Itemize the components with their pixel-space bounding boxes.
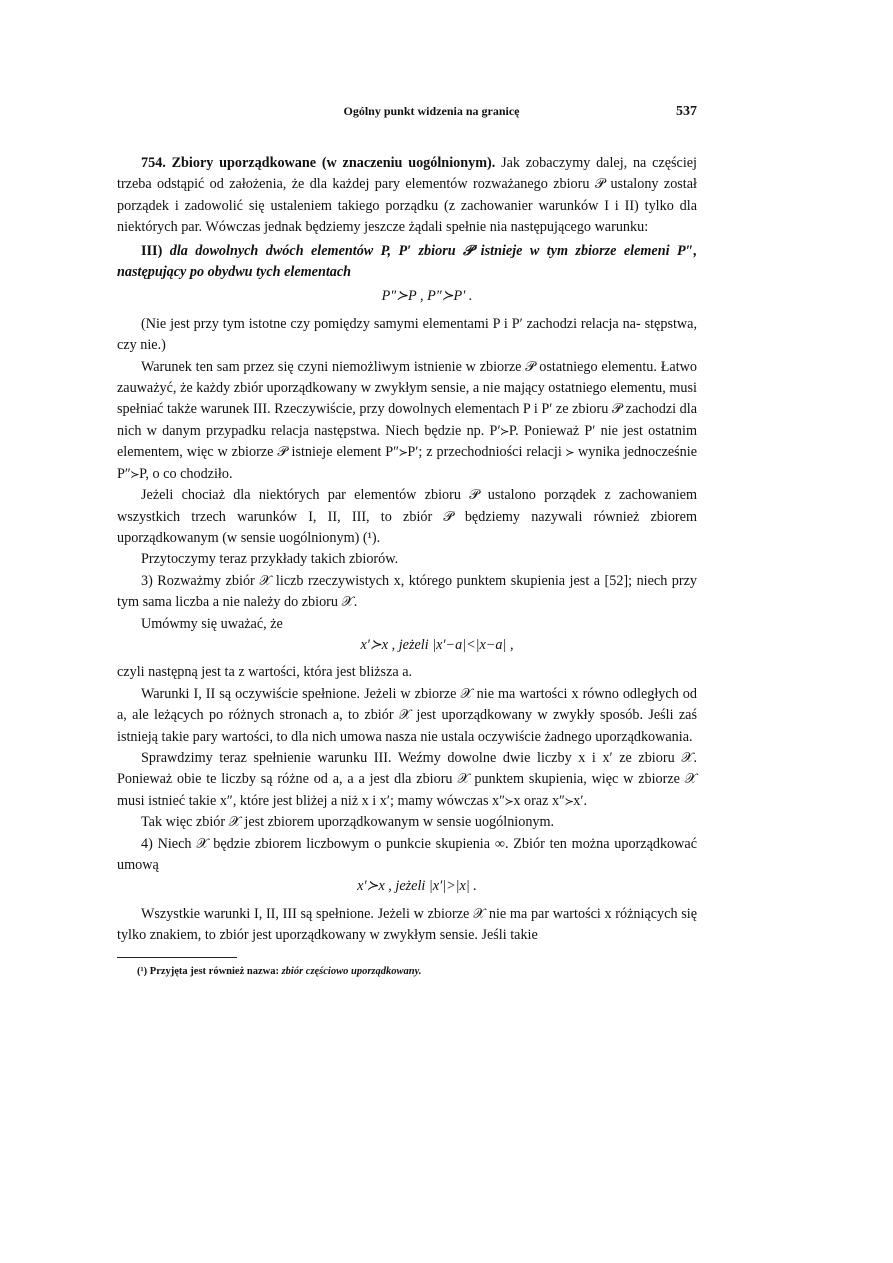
condition-label: III)	[141, 242, 163, 259]
condition-text: dla dowolnych dwóch elementów P, P′ zbioru 𝒫 istnieje w tym zbiorze elemeni P″, następujący po obydwu tych elementach	[117, 242, 697, 281]
footnote-mark: (¹)	[137, 965, 148, 977]
paragraph-13: Wszystkie warunki I, II, III są spełnione. Jeżeli w zbiorze 𝒳 nie ma par wartości x różniących się tylko znakiem, to zbiór jest uporządkowany w zwykłym sensie. Jeśli takie	[117, 905, 697, 944]
paragraph-5: Przytoczymy teraz przykłady takich zbiorów.	[141, 551, 399, 568]
formula-1	[117, 286, 697, 307]
condition-iii	[117, 241, 697, 284]
paragraph-2: (Nie jest przy tym istotne czy pomiędzy samymi elementami P i P′ zachodzi relacja na- stępstwa, czy nie.)	[117, 315, 697, 354]
formula-text: x′≻x , jeżeli |x′|>|x| .	[357, 878, 477, 895]
paragraph-4: Jeżeli chociaż dla niektórych par elementów zbioru 𝒫 ustalono porządek z zachowaniem wszystkich trzech warunków I, II, III, to zbiór 𝒫 będziemy nazywali również zbiorem uporządkowanym (w sensie uogólnionym) (¹).	[117, 487, 697, 546]
paragraph-3: Warunek ten sam przez się czyni niemożliwym istnienie w zbiorze 𝒫 ostatniego elementu. Łatwo zauważyć, że każdy zbiór uporządkowany w zwykłym sensie, a nie mający ostatniego elementu, musi spełniać także warunek III. Rzeczywiście, przy dowolnych elementach P i P′ ze zbioru 𝒫 zachodzi dla nich w danym przypadku relacja następstwa. Niech będzie np. P′≻P. Ponieważ P′ nie jest ostatnim elementem, więc w zbiorze 𝒫 istnieje element P″≻P′; z przechodniości relacji ≻ wynika jednocześnie P″≻P, o co chodziło.	[117, 358, 697, 482]
footnote-text: Przyjęta jest również nazwa:	[149, 965, 279, 977]
paragraph-text: Jak zobaczymy dalej, na częściej trzeba odstąpić od założenia, że dla każdej pary elementów rozważanego zbioru 𝒫 ustalony został porządek i zadowolić się ustaleniem takiego porządku (z zachowanier warunków I i II) tylko dla niektórych par. Wówczas jednak będziemy jeszcze żądali spełnie nia następującego warunku:	[117, 155, 697, 236]
running-title: Ogólny punkt widzenia na granicę	[343, 104, 520, 118]
formula-text: P″≻P , P″≻P′ .	[381, 288, 473, 305]
paragraph-7: Umówmy się uważać, że	[141, 615, 283, 632]
page-header	[117, 104, 697, 120]
formula-text: x′≻x , jeżeli |x′−a|<|x−a| ,	[360, 636, 514, 653]
paragraph-11: Tak więc zbiór 𝒳 jest zbiorem uporządkowanym w sensie uogólnionym.	[141, 814, 555, 831]
paragraph-6: 3) Rozważmy zbiór 𝒳 liczb rzeczywistych x, którego punktem skupienia jest a [52]; niech przy tym sama liczba a nie należy do zbioru 𝒳.	[117, 572, 697, 611]
footnote-divider	[117, 957, 237, 958]
paragraph-9: Warunki I, II są oczywiście spełnione. Jeżeli w zbiorze 𝒳 nie ma wartości x równo odległych od a, ale leżących po różnych stronach a, to zbiór 𝒳 jest uporządkowany w zwykły sposób. Jeśli zaś istnieją takie pary wartości, to dla nich umowa nasza nie ustala oczywiście żadnego uporządkowania.	[117, 685, 697, 745]
formula-3	[117, 876, 697, 897]
page-number: 537	[676, 104, 697, 119]
paragraph-intro	[117, 153, 697, 239]
paragraph-12: 4) Niech 𝒳 będzie zbiorem liczbowym o punkcie skupienia ∞. Zbiór ten można uporządkować umową	[117, 835, 697, 873]
formula-2	[117, 635, 697, 656]
section-heading: 754. Zbiory uporządkowane (w znaczeniu uogólnionym).	[141, 155, 496, 171]
footnote-term: zbiór częściowo uporządkowany.	[281, 965, 422, 977]
page	[117, 104, 697, 979]
paragraph-10: Sprawdzimy teraz spełnienie warunku III. Weźmy dowolne dwie liczby x i x′ ze zbioru 𝒳. Ponieważ obie te liczby są różne od a, a a jest dla zbioru 𝒳 punktem skupienia, więc w zbiorze 𝒳 musi istnieć takie x″, które jest bliżej a niż x i x′; mamy wówczas x″≻x oraz x″≻x′.	[117, 749, 697, 809]
footnote	[117, 964, 697, 979]
paragraph-8: czyli następną jest ta z wartości, która jest bliższa a.	[117, 664, 413, 681]
